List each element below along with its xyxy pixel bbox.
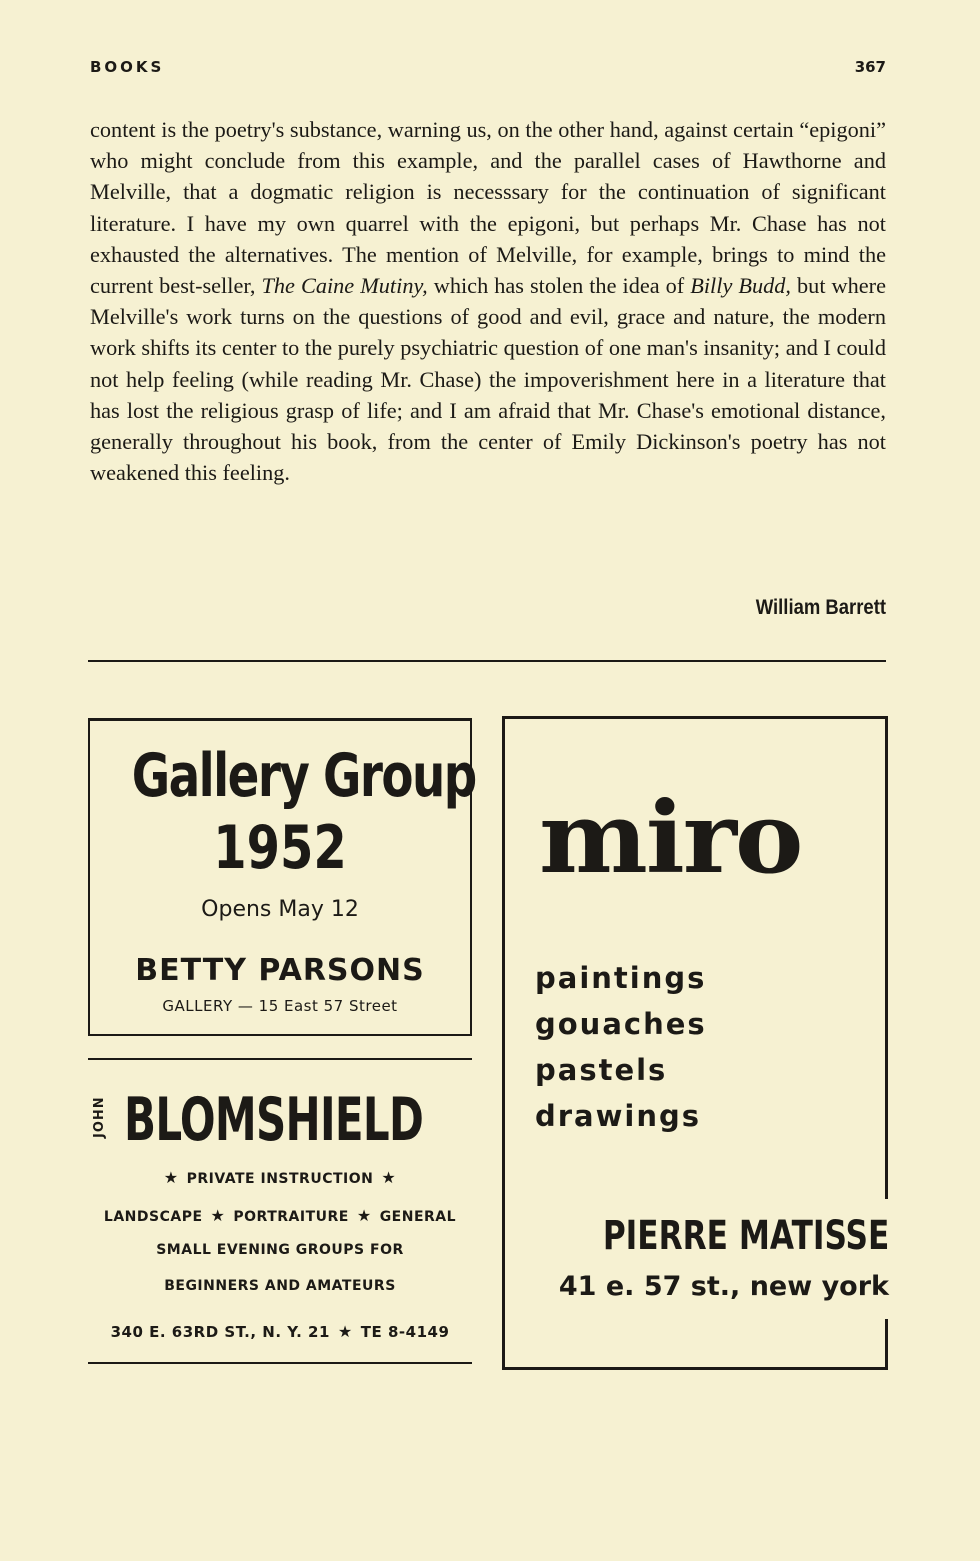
media-list	[535, 955, 707, 1139]
author-signature: William Barrett	[755, 596, 886, 619]
review-text-part3: but where Melville's work turns on the questions of good and evil, grace and nature, the modern work shifts its center to the purely psychiatric question of one man's insanity; and I could not help feeling (while reading Mr. Chase) the impoverishment here in a literature that has lost the religious grasp of life; and I am afraid that Mr. Chase's emotional distance, generally throughout his book, from the center of Emily Dickinson's poetry has not weakened this feeling.	[90, 273, 887, 486]
blomshield-name: BLOMSHIELD	[124, 1085, 424, 1155]
section-divider	[88, 660, 886, 662]
star-icon: ★	[337, 1322, 353, 1341]
first-name-vertical: JOHN	[92, 1096, 107, 1138]
private-instruction-text: PRIVATE INSTRUCTION	[186, 1171, 374, 1187]
opening-date: Opens May 12	[201, 897, 359, 922]
groups-line: SMALL EVENING GROUPS FOR	[156, 1242, 404, 1258]
gallery-group-ad	[88, 718, 476, 1036]
gallery-name: BETTY PARSONS	[135, 953, 425, 988]
contact-line	[88, 1322, 472, 1341]
subject-portraiture: PORTRAITURE	[233, 1209, 349, 1225]
section-title: BOOKS	[90, 58, 165, 76]
subjects-line	[88, 1206, 472, 1225]
review-paragraph	[90, 114, 886, 488]
media-item: paintings	[535, 961, 707, 995]
media-item: drawings	[535, 1099, 702, 1133]
gallery-group-year: 1952	[213, 813, 347, 883]
subject-general: GENERAL	[379, 1209, 457, 1225]
dealer-name: PIERRE MATISSE	[602, 1213, 889, 1259]
book-title-billy-budd: Billy Budd,	[690, 273, 791, 299]
audience-line: BEGINNERS AND AMATEURS	[164, 1278, 396, 1294]
review-text-part1: content is the poetry's substance, warning us, on the other hand, against certain “epigoni” who might conclude from this example, and the parallel cases of Hawthorne and Melville, that a dogmatic religion is necesssary for the continuation of significant literature. I have my own quarrel with the epigoni, but perhaps Mr. Chase has not exhausted the alternatives. The mention of Melville, for example, brings to mind the current best-seller,	[90, 117, 886, 299]
private-instruction-line	[88, 1168, 472, 1187]
miro-ad	[502, 716, 888, 1370]
gallery-group-title: Gallery Group	[131, 741, 476, 811]
media-item: pastels	[535, 1053, 668, 1087]
gallery-address: GALLERY — 15 East 57 Street	[162, 997, 398, 1015]
dealer-address: 41 e. 57 st., new york	[558, 1271, 889, 1302]
review-text-part2: which has stolen the idea of	[433, 273, 685, 299]
book-title-caine-mutiny: The Caine Mutiny,	[261, 273, 428, 299]
page-number: 367	[854, 58, 886, 76]
blomshield-top-rule	[88, 1058, 472, 1060]
subject-landscape: LANDSCAPE	[103, 1209, 203, 1225]
star-icon: ★	[210, 1206, 226, 1225]
star-icon: ★	[356, 1206, 372, 1225]
blomshield-address: 340 E. 63RD ST., N. Y. 21	[110, 1323, 330, 1341]
running-head	[90, 58, 886, 76]
blomshield-bottom-rule	[88, 1362, 472, 1364]
star-icon: ★	[381, 1168, 397, 1187]
star-icon: ★	[163, 1168, 179, 1187]
media-item: gouaches	[535, 1007, 707, 1041]
blomshield-phone: TE 8-4149	[360, 1323, 450, 1341]
artist-name: miro	[539, 781, 802, 896]
